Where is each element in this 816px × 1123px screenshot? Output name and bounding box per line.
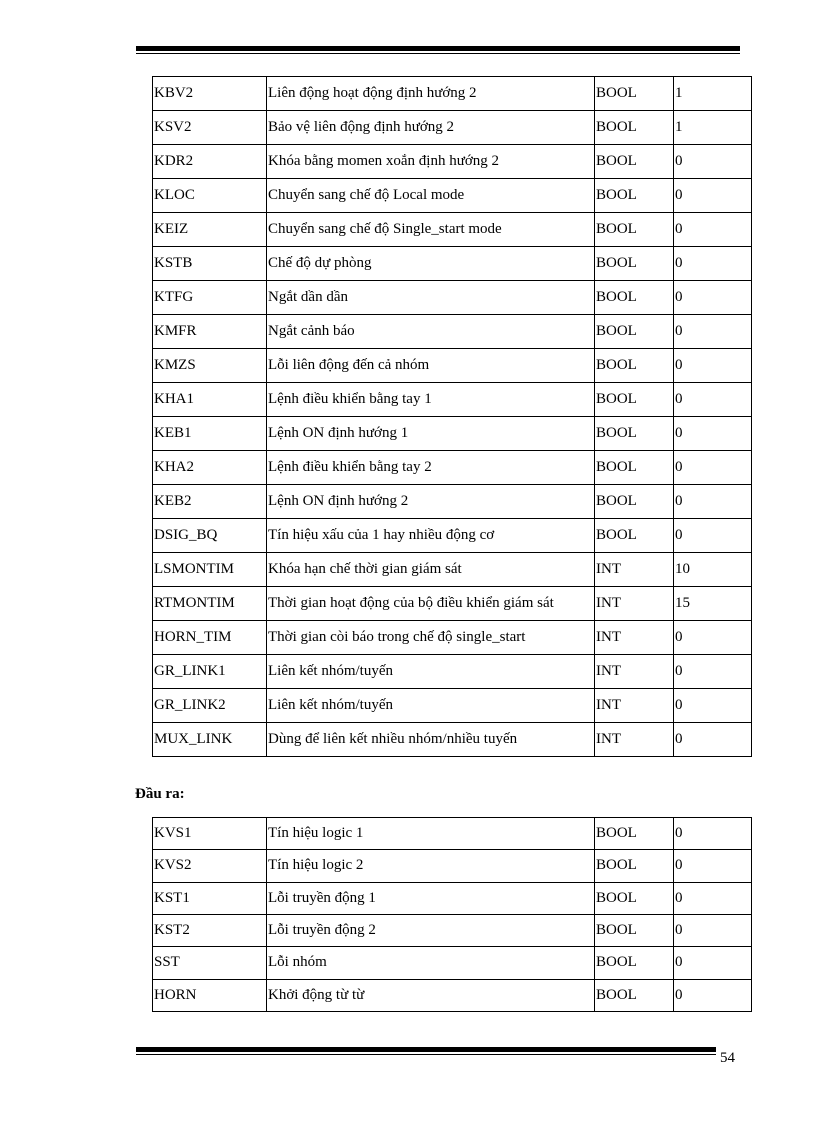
param-value: 0	[674, 979, 752, 1011]
param-description: Thời gian còi báo trong chế độ single_start	[267, 621, 595, 655]
table-row	[153, 179, 752, 213]
table-row	[153, 315, 752, 349]
param-type: BOOL	[595, 451, 674, 485]
param-value: 0	[674, 451, 752, 485]
table-row	[153, 587, 752, 621]
param-description: Lỗi nhóm	[267, 947, 595, 979]
param-type: BOOL	[595, 882, 674, 914]
param-type: INT	[595, 587, 674, 621]
param-value: 0	[674, 621, 752, 655]
param-description: Ngắt cảnh báo	[267, 315, 595, 349]
inputs-table-body	[153, 77, 752, 757]
table-row	[153, 621, 752, 655]
table-row	[153, 145, 752, 179]
param-type: INT	[595, 723, 674, 757]
table-row	[153, 689, 752, 723]
param-type: INT	[595, 553, 674, 587]
param-description: Khởi động từ từ	[267, 979, 595, 1011]
table-row	[153, 383, 752, 417]
param-description: Bảo vệ liên động định hướng 2	[267, 111, 595, 145]
param-value: 0	[674, 850, 752, 882]
param-description: Ngắt dần dần	[267, 281, 595, 315]
param-name: KDR2	[153, 145, 267, 179]
param-description: Lệnh ON định hướng 1	[267, 417, 595, 451]
param-value: 0	[674, 914, 752, 946]
param-value: 0	[674, 281, 752, 315]
param-description: Thời gian hoạt động của bộ điều khiển giám sát	[267, 587, 595, 621]
param-name: KST2	[153, 914, 267, 946]
table-row	[153, 655, 752, 689]
table-row	[153, 281, 752, 315]
param-value: 0	[674, 213, 752, 247]
param-type: BOOL	[595, 519, 674, 553]
param-value: 0	[674, 818, 752, 850]
param-value: 15	[674, 587, 752, 621]
param-description: Liên động hoạt động định hướng 2	[267, 77, 595, 111]
param-description: Lệnh điều khiển bằng tay 2	[267, 451, 595, 485]
footer-rule	[136, 1047, 716, 1052]
param-type: INT	[595, 621, 674, 655]
table-row	[153, 485, 752, 519]
param-value: 0	[674, 145, 752, 179]
param-type: BOOL	[595, 179, 674, 213]
param-name: KEB1	[153, 417, 267, 451]
param-name: DSIG_BQ	[153, 519, 267, 553]
outputs-table	[152, 817, 752, 1012]
table-row	[153, 947, 752, 979]
table-row	[153, 111, 752, 145]
param-type: BOOL	[595, 383, 674, 417]
param-name: HORN	[153, 979, 267, 1011]
param-name: GR_LINK2	[153, 689, 267, 723]
param-type: BOOL	[595, 485, 674, 519]
table-row	[153, 818, 752, 850]
param-value: 0	[674, 417, 752, 451]
param-description: Tín hiệu xấu của 1 hay nhiều động cơ	[267, 519, 595, 553]
param-name: KMZS	[153, 349, 267, 383]
param-value: 0	[674, 519, 752, 553]
param-value: 10	[674, 553, 752, 587]
param-description: Chuyển sang chế độ Local mode	[267, 179, 595, 213]
table-row	[153, 451, 752, 485]
param-name: KSV2	[153, 111, 267, 145]
param-name: KHA2	[153, 451, 267, 485]
param-type: BOOL	[595, 213, 674, 247]
param-description: Khóa hạn chế thời gian giám sát	[267, 553, 595, 587]
param-name: RTMONTIM	[153, 587, 267, 621]
param-name: GR_LINK1	[153, 655, 267, 689]
param-type: BOOL	[595, 979, 674, 1011]
param-value: 0	[674, 689, 752, 723]
param-name: KVS1	[153, 818, 267, 850]
param-name: KST1	[153, 882, 267, 914]
table-row	[153, 519, 752, 553]
param-type: BOOL	[595, 111, 674, 145]
param-name: KTFG	[153, 281, 267, 315]
param-description: Lỗi truyền động 1	[267, 882, 595, 914]
param-name: HORN_TIM	[153, 621, 267, 655]
param-type: BOOL	[595, 315, 674, 349]
param-type: BOOL	[595, 417, 674, 451]
param-type: INT	[595, 655, 674, 689]
param-type: BOOL	[595, 818, 674, 850]
outputs-table-body	[153, 818, 752, 1012]
param-name: LSMONTIM	[153, 553, 267, 587]
param-description: Lệnh điều khiển bằng tay 1	[267, 383, 595, 417]
outputs-heading: Đầu ra:	[135, 786, 185, 802]
param-value: 0	[674, 383, 752, 417]
param-value: 0	[674, 485, 752, 519]
param-description: Liên kết nhóm/tuyến	[267, 655, 595, 689]
param-name: KMFR	[153, 315, 267, 349]
param-name: SST	[153, 947, 267, 979]
param-description: Lỗi liên động đến cả nhóm	[267, 349, 595, 383]
param-value: 1	[674, 77, 752, 111]
param-name: KEIZ	[153, 213, 267, 247]
param-description: Dùng để liên kết nhiều nhóm/nhiều tuyến	[267, 723, 595, 757]
param-description: Liên kết nhóm/tuyến	[267, 689, 595, 723]
table-row	[153, 723, 752, 757]
param-description: Lỗi truyền động 2	[267, 914, 595, 946]
param-description: Tín hiệu logic 2	[267, 850, 595, 882]
param-name: KSTB	[153, 247, 267, 281]
table-row	[153, 213, 752, 247]
param-value: 0	[674, 723, 752, 757]
param-value: 0	[674, 655, 752, 689]
param-description: Chế độ dự phòng	[267, 247, 595, 281]
param-value: 0	[674, 882, 752, 914]
param-value: 0	[674, 179, 752, 213]
param-type: BOOL	[595, 349, 674, 383]
inputs-table	[152, 76, 752, 757]
param-name: KHA1	[153, 383, 267, 417]
param-description: Khóa bằng momen xoắn định hướng 2	[267, 145, 595, 179]
table-row	[153, 979, 752, 1011]
table-row	[153, 882, 752, 914]
param-name: MUX_LINK	[153, 723, 267, 757]
param-type: BOOL	[595, 145, 674, 179]
table-row	[153, 553, 752, 587]
param-name: KBV2	[153, 77, 267, 111]
table-row	[153, 914, 752, 946]
page-number: 54	[720, 1050, 735, 1066]
param-value: 0	[674, 315, 752, 349]
param-type: INT	[595, 689, 674, 723]
param-value: 1	[674, 111, 752, 145]
param-type: BOOL	[595, 947, 674, 979]
param-type: BOOL	[595, 914, 674, 946]
param-type: BOOL	[595, 281, 674, 315]
param-value: 0	[674, 947, 752, 979]
param-description: Lệnh ON định hướng 2	[267, 485, 595, 519]
param-description: Tín hiệu logic 1	[267, 818, 595, 850]
header-rule	[136, 46, 740, 51]
param-type: BOOL	[595, 850, 674, 882]
table-row	[153, 417, 752, 451]
param-name: KLOC	[153, 179, 267, 213]
param-name: KVS2	[153, 850, 267, 882]
table-row	[153, 349, 752, 383]
table-row	[153, 77, 752, 111]
param-name: KEB2	[153, 485, 267, 519]
param-value: 0	[674, 349, 752, 383]
table-row	[153, 247, 752, 281]
param-description: Chuyển sang chế độ Single_start mode	[267, 213, 595, 247]
param-value: 0	[674, 247, 752, 281]
param-type: BOOL	[595, 77, 674, 111]
param-type: BOOL	[595, 247, 674, 281]
table-row	[153, 850, 752, 882]
